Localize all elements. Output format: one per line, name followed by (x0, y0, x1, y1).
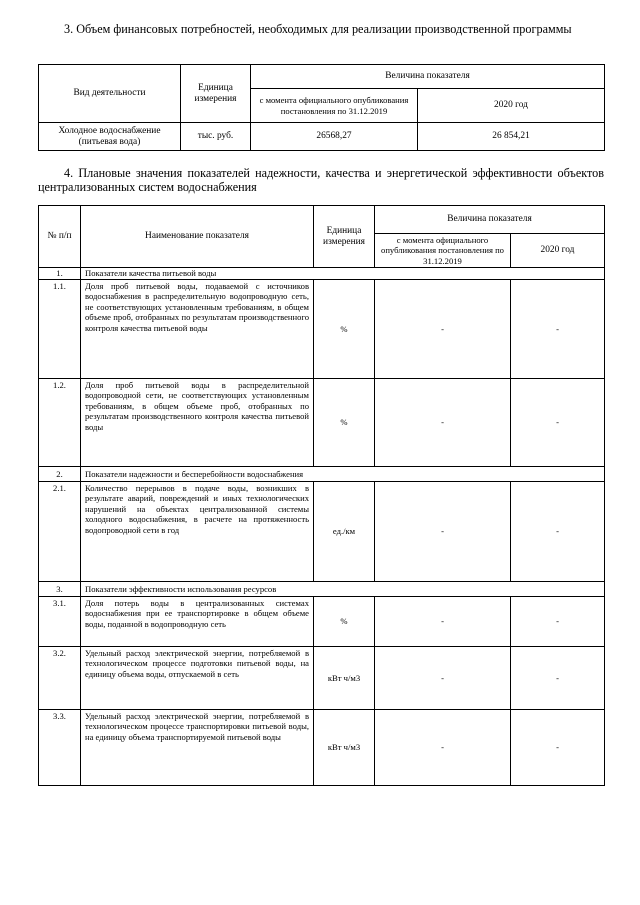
financial-needs-table (38, 64, 605, 151)
row-num: 3.3. (39, 710, 81, 786)
table-row (39, 280, 605, 379)
row-2020: - (511, 597, 605, 647)
row-name: Доля проб питьевой воды, подаваемой с источников водоснабжения в распределительную водопроводную сеть, не соответствующих установленным требованиям, в общем объеме проб, отобранных по результатам производственного контроля качества питьевой воды (81, 280, 314, 379)
row-since: - (375, 647, 511, 710)
header-2020: 2020 год (418, 89, 605, 123)
row-2020: - (511, 647, 605, 710)
table-row (39, 710, 605, 786)
table-row (39, 647, 605, 710)
header-2020: 2020 год (511, 234, 605, 268)
row-name: Удельный расход электрической энергии, потребляемой в технологическом процессе транспортировки питьевой воды, на единицу объема транспортируемой питьевой воды (81, 710, 314, 786)
row-unit: % (314, 597, 375, 647)
row-name: Доля проб питьевой воды в распределительной водопроводной сети, не соответствующих установленным требованиям, в общем объеме проб, отобранных по результатам производственного контроля качества питьевой воды (81, 379, 314, 467)
row-num: 2.1. (39, 482, 81, 582)
group-title: Показатели качества питьевой воды (81, 268, 605, 280)
header-value: Величина показателя (375, 206, 605, 234)
group-row (39, 268, 605, 280)
row-since: - (375, 710, 511, 786)
header-value: Величина показателя (251, 65, 605, 89)
group-row (39, 467, 605, 482)
group-num: 2. (39, 467, 81, 482)
header-unit: Единица измерения (314, 206, 375, 268)
header-activity: Вид деятельности (39, 65, 181, 123)
group-title: Показатели эффективности использования ресурсов (81, 582, 605, 597)
row-2020: - (511, 280, 605, 379)
table-row (39, 123, 605, 151)
header-name: Наименование показателя (81, 206, 314, 268)
row-unit: кВт ч/м3 (314, 647, 375, 710)
cell-unit: тыс. руб. (181, 123, 251, 151)
cell-activity: Холодное водоснабжение (питьевая вода) (39, 123, 181, 151)
row-name: Удельный расход электрической энергии, потребляемой в технологическом процессе подготовки питьевой воды, на единицу объема воды, отпускаемой в сеть (81, 647, 314, 710)
row-unit: % (314, 379, 375, 467)
header-num: № п/п (39, 206, 81, 268)
header-since: с момента официального опубликования постановления по 31.12.2019 (251, 89, 418, 123)
row-name: Количество перерывов в подаче воды, возникших в результате аварий, повреждений и иных технологических нарушений на объектах централизованной системы холодного водоснабжения, в расчете на протяженность водопроводной сети в год (81, 482, 314, 582)
table-row (39, 597, 605, 647)
row-num: 3.2. (39, 647, 81, 710)
row-2020: - (511, 710, 605, 786)
group-row (39, 582, 605, 597)
group-num: 1. (39, 268, 81, 280)
cell-2020: 26 854,21 (418, 123, 605, 151)
row-unit: % (314, 280, 375, 379)
cell-since: 26568,27 (251, 123, 418, 151)
row-num: 1.1. (39, 280, 81, 379)
row-num: 1.2. (39, 379, 81, 467)
row-name: Доля потерь воды в централизованных системах водоснабжения при ее транспортировке в общем объеме воды, поданной в водопроводную сеть (81, 597, 314, 647)
row-unit: кВт ч/м3 (314, 710, 375, 786)
row-unit: ед./км (314, 482, 375, 582)
row-2020: - (511, 482, 605, 582)
header-unit: Единица измерения (181, 65, 251, 123)
row-since: - (375, 482, 511, 582)
group-title: Показатели надежности и бесперебойности водоснабжения (81, 467, 605, 482)
table-row (39, 482, 605, 582)
row-num: 3.1. (39, 597, 81, 647)
row-since: - (375, 597, 511, 647)
row-2020: - (511, 379, 605, 467)
section-3-title: 3. Объем финансовых потребностей, необходимых для реализации производственной программы (64, 22, 572, 36)
indicators-table (38, 205, 605, 786)
row-since: - (375, 379, 511, 467)
header-since: с момента официального опубликования постановления по 31.12.2019 (375, 234, 511, 268)
row-since: - (375, 280, 511, 379)
table-row (39, 379, 605, 467)
section-4-title: 4. Плановые значения показателей надежности, качества и энергетической эффективности объектов централизованных систем водоснабжения (38, 166, 604, 194)
group-num: 3. (39, 582, 81, 597)
